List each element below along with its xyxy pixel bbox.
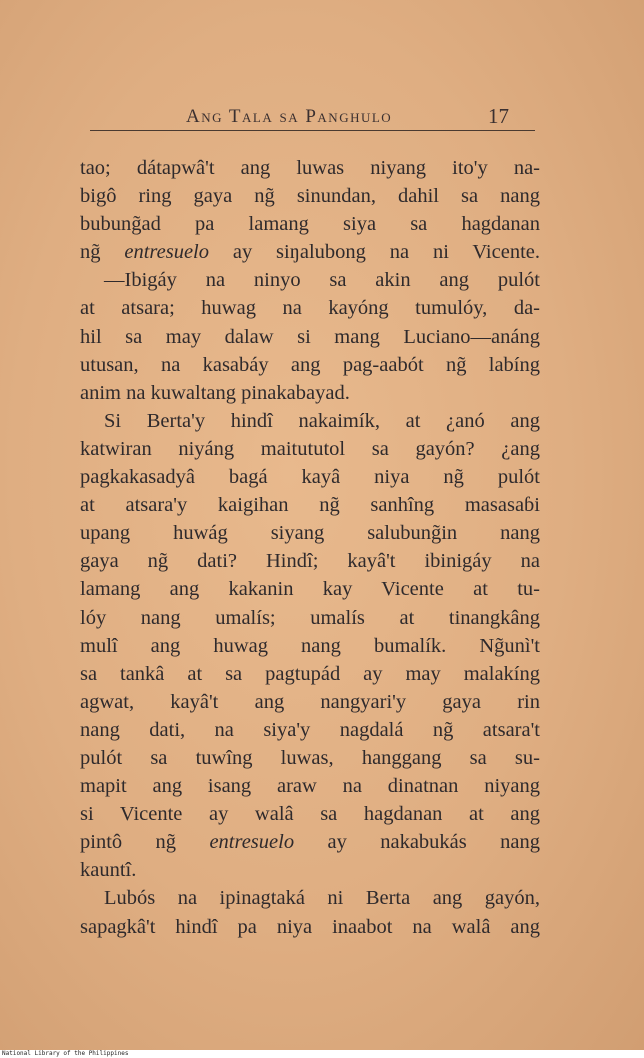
- text-line: Lubós na ipinagtaká ni Berta ang gayón,: [104, 887, 540, 910]
- italic-term: entresuelo: [124, 241, 209, 264]
- library-credit: National Library of the Philippines: [0, 1050, 644, 1058]
- text-line: —Ibigáy na ninyo sa akin ang pulót: [104, 269, 540, 292]
- text-line: mulî ang huwag nang bumalík. Ng̃unì't: [80, 634, 540, 657]
- text-line: Si Berta'y hindî nakaimík, at ¿anó ang: [104, 409, 540, 432]
- text-line: si Vicente ay walâ sa hagdanan at ang: [80, 803, 540, 826]
- text-line: tao; dátapwâ't ang luwas niyang ito'y na-: [80, 157, 540, 179]
- text-line: katwiran niyáng maitututol sa gayón? ¿ang: [80, 437, 540, 460]
- text-line: lamang ang kakanin kay Vicente at tu-: [80, 578, 540, 601]
- page-number: 17: [488, 104, 509, 128]
- text-line: sa tankâ at sa pagtupád ay may malakíng: [80, 662, 540, 685]
- text-line: bubung̃ad pa lamang siya sa hagdanan: [80, 213, 540, 236]
- text-segment: ay siŋalubong na ni Vicente.: [209, 241, 540, 264]
- text-line: pulót sa tuwîng luwas, hanggang sa su-: [80, 746, 540, 769]
- text-line: at atsara'y kaigihan ng̃ sanhîng masasaɓi: [80, 494, 540, 517]
- text-line: hil sa may dalaw si mang Luciano—anáng: [80, 325, 540, 348]
- body-text: [80, 154, 540, 941]
- text-line: [80, 238, 540, 266]
- text-line: [80, 828, 540, 856]
- text-line: mapit ang isang araw na dinatnan niyang: [80, 775, 540, 798]
- text-segment: ay nakabukás nang: [294, 831, 540, 854]
- text-line: utusan, na kasabáy ang pag-aabót ng̃ labíng: [80, 353, 540, 376]
- text-line: pagkakasadyâ bagá kayâ niya ng̃ pulót: [80, 466, 540, 489]
- italic-term: entresuelo: [209, 831, 295, 854]
- text-line: kauntî.: [80, 859, 137, 882]
- running-title: Ang Tala sa Panghulo: [186, 106, 393, 127]
- text-line: at atsara; huwag na kayóng tumulóy, da-: [80, 297, 540, 320]
- text-line: lóy nang umalís; umalís at tinangkâng: [80, 606, 540, 629]
- text-line: sapagkâ't hindî pa niya inaabot na walâ ang: [80, 915, 540, 938]
- text-segment: pintô ng̃: [80, 831, 210, 854]
- text-line: agwat, kayâ't ang nangyari'y gaya rin: [80, 690, 540, 713]
- text-line: upang huwág siyang salubung̃in nang: [80, 522, 540, 545]
- text-line: bigô ring gaya ng̃ sinundan, dahil sa nang: [80, 185, 540, 208]
- text-line: anim na kuwaltang pinakabayad.: [80, 381, 350, 404]
- text-line: gaya ng̃ dati? Hindî; kayâ't ibinigáy na: [80, 550, 540, 573]
- text-line: nang dati, na siya'y nagdalá ng̃ atsara't: [80, 718, 540, 741]
- text-segment: ng̃: [80, 241, 125, 264]
- running-head: [90, 104, 535, 131]
